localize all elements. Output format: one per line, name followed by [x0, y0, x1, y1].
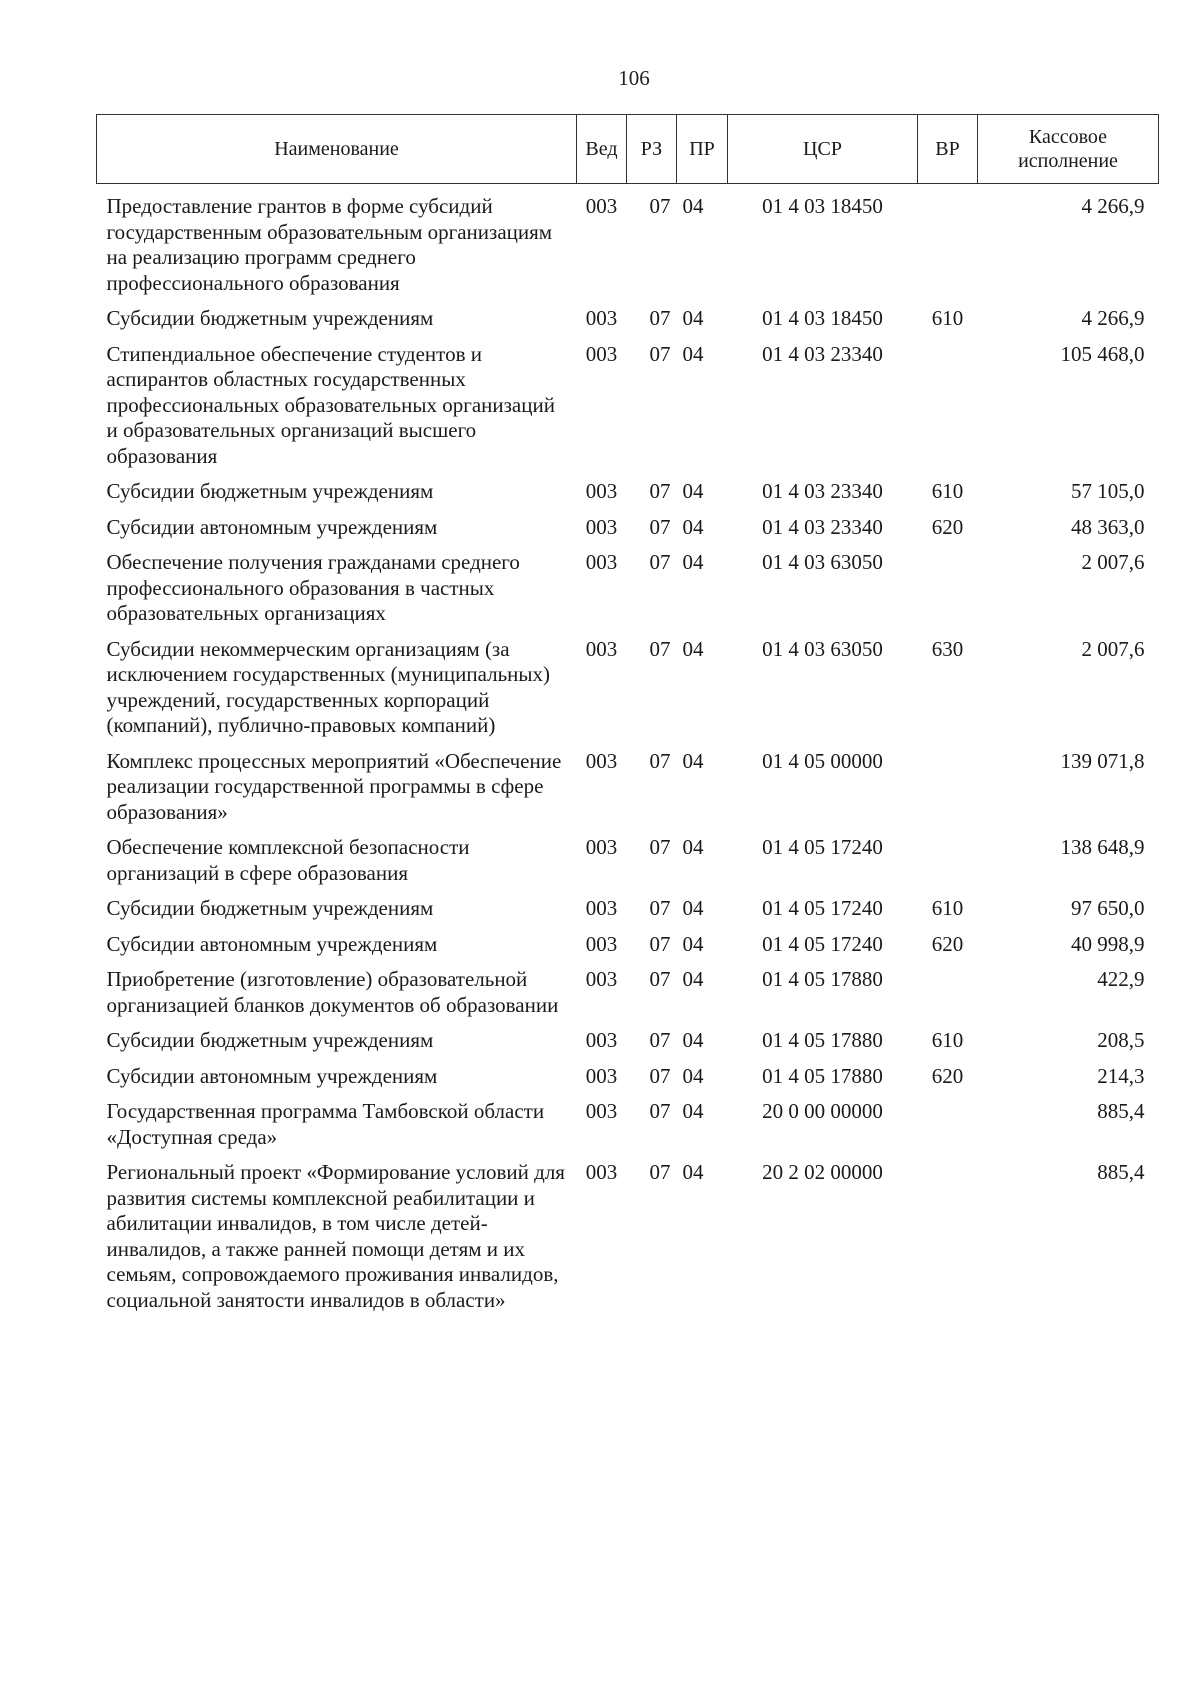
- cell-name: Субсидии автономным учреждениям: [106, 931, 438, 956]
- table-header: [97, 115, 1159, 184]
- cell-rz: 07: [649, 1099, 671, 1123]
- table-row: [97, 338, 1159, 476]
- cell-rz: 07: [649, 931, 671, 956]
- cell-rz: 07: [649, 1028, 671, 1052]
- cell-ved: 003: [585, 1160, 618, 1184]
- cell-name: Субсидии некоммерческим организациям (за исключением государственных (муниципальных) учреждений, государственных корпораций (компаний), публично-правовых компаний): [106, 636, 551, 737]
- cell-rz: 07: [649, 748, 671, 773]
- cell-sum: 138 648,9: [1060, 835, 1145, 859]
- cell-ved: 003: [585, 636, 618, 661]
- table-row: [97, 511, 1159, 547]
- table-body: [97, 184, 1159, 1320]
- table-row: [97, 1156, 1159, 1319]
- cell-csr: 20 2 02 00000: [762, 1160, 883, 1184]
- cell-sum: 422,9: [1097, 967, 1145, 991]
- cell-sum: 885,4: [1097, 1160, 1145, 1184]
- cell-pr: 04: [682, 748, 704, 773]
- cell-vr: [918, 546, 978, 633]
- cell-vr: [918, 745, 978, 832]
- table-row: [97, 633, 1159, 745]
- cell-name: Субсидии автономным учреждениям: [106, 1063, 438, 1088]
- cell-ved: 003: [585, 748, 618, 773]
- cell-csr: 01 4 03 23340: [762, 514, 883, 539]
- cell-pr: 04: [682, 931, 704, 956]
- header-ved: Вед: [577, 115, 627, 184]
- cell-name: Обеспечение получения гражданами среднего профессионального образования в частных образовательных организациях: [106, 550, 520, 625]
- cell-vr: [918, 338, 978, 476]
- cell-name: Приобретение (изготовление) образовательной организацией бланков документов об образовании: [106, 967, 559, 1017]
- header-sum: Кассовое исполнение: [978, 115, 1159, 184]
- cell-csr: 01 4 03 63050: [762, 636, 883, 661]
- cell-vr: 620: [931, 514, 964, 539]
- table-row: [97, 184, 1159, 303]
- cell-name: Субсидии бюджетным учреждениям: [106, 479, 434, 503]
- cell-sum: 2 007,6: [1081, 550, 1145, 574]
- cell-name: Субсидии автономным учреждениям: [106, 514, 438, 539]
- cell-vr: [918, 963, 978, 1024]
- cell-vr: 620: [931, 931, 964, 956]
- cell-ved: 003: [585, 514, 618, 539]
- cell-csr: 20 0 00 00000: [762, 1099, 883, 1123]
- cell-vr: 620: [931, 1063, 964, 1088]
- cell-csr: 01 4 03 23340: [762, 341, 883, 366]
- cell-vr: [918, 1156, 978, 1319]
- cell-name: Субсидии бюджетным учреждениям: [106, 896, 434, 920]
- table-row: [97, 745, 1159, 832]
- cell-rz: 07: [649, 1063, 671, 1088]
- cell-csr: 01 4 05 17880: [762, 1063, 883, 1088]
- cell-ved: 003: [585, 479, 618, 503]
- cell-ved: 003: [585, 967, 618, 991]
- cell-name: Государственная программа Тамбовской области «Доступная среда»: [106, 1099, 545, 1149]
- cell-csr: 01 4 05 17240: [762, 835, 883, 859]
- cell-ved: 003: [585, 1099, 618, 1123]
- cell-vr: 610: [931, 1028, 964, 1052]
- budget-table: [96, 114, 1159, 1319]
- cell-pr: 04: [682, 636, 704, 661]
- cell-pr: 04: [682, 550, 704, 574]
- cell-pr: 04: [682, 1063, 704, 1088]
- cell-vr: [918, 184, 978, 303]
- cell-ved: 003: [585, 1028, 618, 1052]
- cell-rz: 07: [649, 967, 671, 991]
- cell-vr: 630: [931, 636, 964, 661]
- cell-pr: 04: [682, 835, 704, 859]
- table-row: [97, 1060, 1159, 1096]
- cell-sum: 4 266,9: [1081, 194, 1145, 218]
- header-name: Наименование: [97, 115, 577, 184]
- cell-rz: 07: [649, 550, 671, 574]
- header-vr: ВР: [918, 115, 978, 184]
- header-rz: РЗ: [627, 115, 677, 184]
- table-row: [97, 546, 1159, 633]
- header-csr: ЦСР: [728, 115, 918, 184]
- cell-csr: 01 4 05 17240: [762, 931, 883, 956]
- table-row: [97, 1095, 1159, 1156]
- table-row: [97, 1024, 1159, 1060]
- cell-rz: 07: [649, 341, 671, 366]
- cell-pr: 04: [682, 967, 704, 991]
- cell-name: Субсидии бюджетным учреждениям: [106, 1028, 434, 1052]
- cell-csr: 01 4 03 18450: [762, 306, 883, 330]
- cell-sum: 105 468,0: [1060, 341, 1145, 366]
- cell-vr: [918, 831, 978, 892]
- table-row: [97, 302, 1159, 338]
- cell-rz: 07: [649, 479, 671, 503]
- cell-csr: 01 4 05 17240: [762, 896, 883, 920]
- cell-vr: 610: [931, 306, 964, 330]
- cell-ved: 003: [585, 550, 618, 574]
- cell-csr: 01 4 05 00000: [762, 748, 883, 773]
- cell-name: Комплекс процессных мероприятий «Обеспечение реализации государственной программы в сфере образования»: [106, 748, 562, 824]
- cell-sum: 40 998,9: [1071, 931, 1145, 956]
- cell-pr: 04: [682, 341, 704, 366]
- cell-pr: 04: [682, 1028, 704, 1052]
- cell-sum: 139 071,8: [1060, 748, 1145, 773]
- cell-name: Обеспечение комплексной безопасности организаций в сфере образования: [106, 835, 470, 885]
- table-row: [97, 831, 1159, 892]
- cell-pr: 04: [682, 306, 704, 330]
- table-row: [97, 475, 1159, 511]
- cell-ved: 003: [585, 306, 618, 330]
- cell-sum: 97 650,0: [1071, 896, 1145, 920]
- cell-csr: 01 4 03 63050: [762, 550, 883, 574]
- cell-sum: 57 105,0: [1071, 479, 1145, 503]
- cell-csr: 01 4 03 18450: [762, 194, 883, 218]
- table-row: [97, 892, 1159, 928]
- cell-vr: [918, 1095, 978, 1156]
- cell-rz: 07: [649, 514, 671, 539]
- cell-sum: 885,4: [1097, 1099, 1145, 1123]
- cell-vr: 610: [931, 896, 964, 920]
- cell-rz: 07: [649, 636, 671, 661]
- cell-rz: 07: [649, 306, 671, 330]
- cell-ved: 003: [585, 931, 618, 956]
- table-row: [97, 928, 1159, 964]
- table-row: [97, 963, 1159, 1024]
- cell-sum: 208,5: [1097, 1028, 1145, 1052]
- cell-name: Предоставление грантов в форме субсидий государственным образовательным организациям на реализацию программ среднего профессионального образования: [106, 194, 553, 295]
- cell-name: Субсидии бюджетным учреждениям: [106, 306, 434, 330]
- cell-vr: 610: [931, 479, 964, 503]
- cell-sum: 48 363,0: [1071, 514, 1145, 539]
- cell-csr: 01 4 05 17880: [762, 1028, 883, 1052]
- cell-ved: 003: [585, 341, 618, 366]
- header-pr: ПР: [677, 115, 728, 184]
- cell-sum: 214,3: [1097, 1063, 1145, 1088]
- cell-pr: 04: [682, 1160, 704, 1184]
- cell-ved: 003: [585, 835, 618, 859]
- cell-pr: 04: [682, 479, 704, 503]
- page-number: 106: [618, 66, 650, 90]
- cell-rz: 07: [649, 194, 671, 218]
- cell-ved: 003: [585, 194, 618, 218]
- cell-csr: 01 4 05 17880: [762, 967, 883, 991]
- cell-name: Региональный проект «Формирование условий для развития системы комплексной реабилитации и абилитации инвалидов, в том числе детей-инвалидов, а также ранней помощи детям и их семьям, сопровождаемого проживания инвалидов, социальной занятости инвалидов в области»: [106, 1160, 565, 1312]
- cell-sum: 4 266,9: [1081, 306, 1145, 330]
- cell-pr: 04: [682, 194, 704, 218]
- cell-sum: 2 007,6: [1081, 636, 1145, 661]
- cell-ved: 003: [585, 1063, 618, 1088]
- cell-pr: 04: [682, 1099, 704, 1123]
- cell-name: Стипендиальное обеспечение студентов и аспирантов областных государственных профессиональных образовательных организаций и образовательных организаций высшего образования: [106, 341, 555, 468]
- cell-pr: 04: [682, 514, 704, 539]
- cell-csr: 01 4 03 23340: [762, 479, 883, 503]
- cell-rz: 07: [649, 1160, 671, 1184]
- cell-pr: 04: [682, 896, 704, 920]
- cell-rz: 07: [649, 835, 671, 859]
- cell-ved: 003: [585, 896, 618, 920]
- cell-rz: 07: [649, 896, 671, 920]
